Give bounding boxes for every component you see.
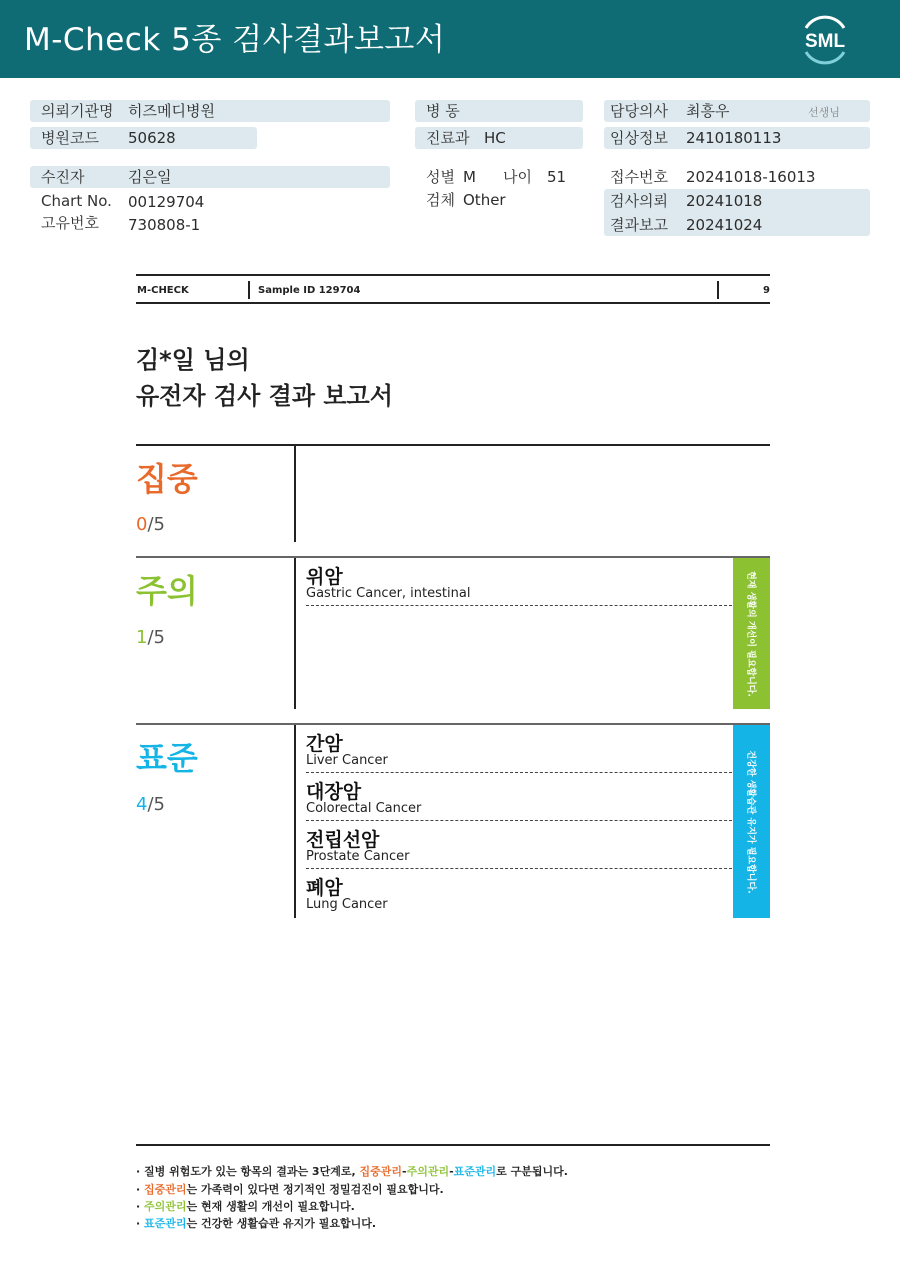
caution-item-gastric-en: Gastric Cancer, intestinal — [306, 586, 471, 601]
caution-item-divider — [306, 605, 732, 606]
standard-item-divider-3 — [306, 868, 732, 869]
caution-count-value: 1 — [136, 627, 148, 648]
doctor-value: 최흥우 — [686, 102, 730, 120]
focus-divider — [294, 446, 296, 542]
specimen-value: Other — [463, 191, 506, 209]
caution-sidebar — [733, 558, 770, 709]
unique-value: 730808-1 — [128, 216, 201, 234]
standard-count-value: 4 — [136, 794, 148, 815]
focus-top-rule — [136, 444, 770, 446]
caution-top-rule — [136, 556, 770, 558]
footnote-1-sep2: - — [449, 1165, 454, 1178]
footnote-2: · 집중관리는 가족력이 있다면 정기적인 정밀검진이 필요합니다. — [136, 1183, 444, 1196]
header-divider-left — [248, 281, 250, 299]
sml-logo-icon — [798, 14, 852, 66]
brand-label: M-CHECK — [137, 285, 189, 296]
chart-value: 00129704 — [128, 193, 205, 211]
hospital-code-label: 병원코드 — [41, 129, 99, 147]
standard-sidebar-text: 건강한 생활습관 유지가 필요합니다. — [745, 749, 755, 894]
header-bar — [0, 0, 900, 78]
standard-item-lung-ko: 폐암 — [306, 877, 343, 899]
age-label: 나이 — [503, 168, 532, 186]
focus-title: 집중 — [136, 460, 198, 498]
footnote-4-key: 표준관리 — [144, 1217, 187, 1230]
sex-value: M — [463, 168, 476, 186]
footnote-2-text: 는 가족력이 있다면 정기적인 정밀검진이 필요합니다. — [186, 1183, 444, 1196]
report-title-line1: 김*일 님의 — [136, 346, 250, 374]
request-value: 20241018 — [686, 192, 763, 210]
standard-count-total: /5 — [147, 794, 165, 815]
footnote-1-caution: 주의관리 — [406, 1165, 450, 1178]
caution-count-total: /5 — [147, 627, 165, 648]
standard-item-liver-ko: 간암 — [306, 733, 343, 755]
footnote-1-a: 질병 위험도가 있는 항목의 결과는 3단계로, — [144, 1165, 360, 1178]
unique-label: 고유번호 — [41, 214, 99, 232]
focus-count-total: /5 — [147, 514, 165, 535]
standard-item-divider-2 — [306, 820, 732, 821]
footnote-3-key: 주의관리 — [144, 1200, 187, 1213]
footnote-3: · 주의관리는 현재 생활의 개선이 필요합니다. — [136, 1200, 355, 1213]
standard-item-colorectal-en: Colorectal Cancer — [306, 801, 422, 816]
standard-item-liver-en: Liver Cancer — [306, 753, 388, 768]
footnote-4-text: 는 건강한 생활습관 유지가 필요합니다. — [186, 1217, 377, 1230]
standard-top-rule — [136, 723, 770, 725]
standard-item-divider-1 — [306, 772, 732, 773]
clinical-label: 임상정보 — [610, 129, 668, 147]
report-title-line2: 유전자 검사 결과 보고서 — [136, 382, 393, 410]
sample-id: Sample ID 129704 — [258, 285, 361, 296]
report-date-value: 20241024 — [686, 216, 763, 234]
footnote-1-standard: 표준관리 — [453, 1165, 497, 1178]
age-value: 51 — [547, 168, 567, 186]
footnote-1-focus: 집중관리 — [359, 1165, 402, 1178]
standard-sidebar — [733, 725, 770, 918]
footnote-1: · 질병 위험도가 있는 항목의 결과는 3단계로, 집중관리-주의관리-표준관리로 구분됩니다. — [136, 1165, 568, 1178]
focus-count — [136, 514, 165, 535]
dept-label: 진료과 — [426, 129, 470, 147]
footnote-1-b: 로 구분됩니다. — [496, 1165, 568, 1178]
footnote-2-key: 집중관리 — [144, 1183, 187, 1196]
receipt-label: 접수번호 — [610, 168, 668, 186]
sex-label: 성별 — [426, 168, 455, 186]
footnote-4: · 표준관리는 건강한 생활습관 유지가 필요합니다. — [136, 1217, 377, 1230]
caution-item-gastric-ko: 위암 — [306, 566, 343, 588]
standard-item-prostate-ko: 전립선암 — [306, 829, 380, 851]
request-label: 검사의뢰 — [610, 192, 668, 210]
page-number: 9 — [763, 285, 770, 296]
report-date-label: 결과보고 — [610, 216, 668, 234]
header-divider-right — [717, 281, 719, 299]
footnote-rule — [136, 1144, 770, 1146]
standard-item-lung-en: Lung Cancer — [306, 897, 388, 912]
clinical-value: 2410180113 — [686, 129, 782, 147]
institution-label: 의뢰기관명 — [41, 102, 114, 120]
report-header-bottom-rule — [136, 302, 770, 304]
footnote-3-text: 는 현재 생활의 개선이 필요합니다. — [186, 1200, 355, 1213]
caution-divider — [294, 558, 296, 709]
caution-count — [136, 627, 165, 648]
caution-sidebar-text: 현재 생활의 개선이 필요합니다. — [745, 570, 755, 697]
ward-label: 병 동 — [426, 102, 460, 120]
specimen-label: 검체 — [426, 191, 455, 209]
focus-count-value: 0 — [136, 514, 148, 535]
receipt-value: 20241018-16013 — [686, 168, 816, 186]
standard-count — [136, 794, 165, 815]
caution-title: 주의 — [136, 572, 198, 610]
patient-label: 수진자 — [41, 168, 85, 186]
report-header-title: M-Check 5종 검사결과보고서 — [24, 22, 446, 58]
institution-value: 히즈메디병원 — [128, 102, 215, 120]
chart-label: Chart No. — [41, 192, 112, 210]
footnote-1-sep1: - — [401, 1165, 407, 1178]
standard-title: 표준 — [136, 739, 198, 777]
dept-value: HC — [484, 129, 506, 147]
doctor-label: 담당의사 — [610, 102, 668, 120]
standard-item-colorectal-ko: 대장암 — [306, 781, 362, 803]
doctor-suffix: 선생님 — [808, 106, 840, 119]
standard-divider — [294, 725, 296, 918]
hospital-code-value: 50628 — [128, 129, 176, 147]
logo-text: SML — [804, 31, 846, 52]
patient-value: 김은일 — [128, 168, 172, 186]
standard-item-prostate-en: Prostate Cancer — [306, 849, 410, 864]
report-top-rule — [136, 274, 770, 276]
